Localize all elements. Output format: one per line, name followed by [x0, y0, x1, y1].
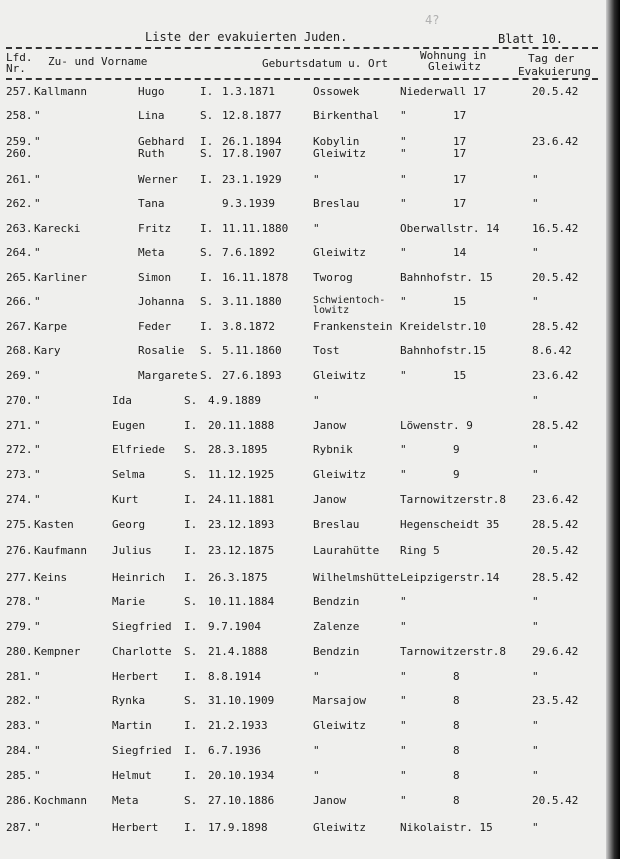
- evacuation-date: 28.5.42: [532, 518, 579, 531]
- row-number: 277.: [6, 571, 33, 584]
- birth-date: 23.12.1893: [208, 518, 275, 531]
- birth-date: 21.4.1888: [208, 645, 268, 658]
- header-residence-1: Wohnung in: [420, 49, 487, 62]
- header-name: Zu- und Vorname: [48, 55, 148, 68]
- table-row: [0, 86, 620, 110]
- row-number: 281.: [6, 670, 33, 683]
- table-row: [0, 469, 620, 493]
- row-number: 269.: [6, 369, 33, 382]
- evacuation-date: 23.6.42: [532, 369, 579, 382]
- surname: ": [34, 694, 41, 707]
- row-number: 276.: [6, 544, 33, 557]
- surname: Karpe: [34, 320, 68, 333]
- birth-place: Bendzin: [313, 645, 360, 658]
- birth-date: 9.3.1939: [222, 197, 275, 210]
- birth-place: Janow: [313, 419, 347, 432]
- table-row: [0, 148, 620, 172]
- surname: Kaufmann: [34, 544, 87, 557]
- birth-date: 17.8.1907: [222, 147, 282, 160]
- residence: " 17: [400, 109, 467, 122]
- given-name: Ruth: [138, 147, 165, 160]
- table-row: [0, 494, 620, 518]
- birth-date: 7.6.1892: [222, 246, 275, 259]
- birth-date: 28.3.1895: [208, 443, 268, 456]
- surname: Karliner: [34, 271, 87, 284]
- header-residence-2: Gleiwitz: [428, 60, 481, 73]
- surname: ": [34, 109, 41, 122]
- birth-place: Tost: [313, 344, 340, 357]
- evacuation-date: 28.5.42: [532, 419, 579, 432]
- residence: Oberwallstr. 14: [400, 222, 500, 235]
- birth-date: 24.11.1881: [208, 493, 275, 506]
- table-row: [0, 345, 620, 369]
- row-number: 265.: [6, 271, 33, 284]
- row-number: 258.: [6, 109, 33, 122]
- row-number: 266.: [6, 295, 33, 308]
- given-name: Heinrich: [112, 571, 165, 584]
- row-number: 280.: [6, 645, 33, 658]
- evacuation-date: ": [532, 443, 539, 456]
- evacuation-date: ": [532, 595, 539, 608]
- gender-mark: I.: [184, 620, 198, 633]
- birth-place: Kobylin: [313, 135, 360, 148]
- residence: " 8: [400, 769, 460, 782]
- gender-mark: S.: [200, 369, 214, 382]
- evacuation-date: ": [532, 769, 539, 782]
- table-row: [0, 795, 620, 819]
- gender-mark: S.: [184, 443, 198, 456]
- given-name: Lina: [138, 109, 165, 122]
- gender-mark: S.: [184, 794, 198, 807]
- gender-mark: I.: [184, 670, 198, 683]
- residence: Nikolaistr. 15: [400, 821, 493, 834]
- evacuation-date: ": [532, 719, 539, 732]
- birth-place: ": [313, 769, 320, 782]
- given-name: Herbert: [112, 821, 159, 834]
- residence: Tarnowitzerstr.8: [400, 493, 506, 506]
- gender-mark: S.: [184, 468, 198, 481]
- table-row: [0, 621, 620, 645]
- table-row: [0, 695, 620, 719]
- gender-mark: S.: [184, 394, 198, 407]
- birth-date: 8.8.1914: [208, 670, 261, 683]
- header-birth: Geburtsdatum u. Ort: [262, 57, 388, 70]
- birth-place: Gleiwitz: [313, 468, 366, 481]
- birth-date: 16.11.1878: [222, 271, 289, 284]
- gender-mark: I.: [200, 271, 214, 284]
- row-number: 267.: [6, 320, 33, 333]
- birth-place: ": [313, 173, 320, 186]
- surname: ": [34, 443, 41, 456]
- residence: Bahnhofstr. 15: [400, 271, 493, 284]
- birth-place: Bendzin: [313, 595, 360, 608]
- evacuation-date: 8.6.42: [532, 344, 572, 357]
- birth-place: Gleiwitz: [313, 369, 366, 382]
- surname: ": [34, 369, 41, 382]
- surname: ": [34, 620, 41, 633]
- gender-mark: I.: [200, 85, 214, 98]
- gender-mark: S.: [200, 295, 214, 308]
- residence: Hegenscheidt 35: [400, 518, 500, 531]
- gender-mark: S.: [184, 694, 198, 707]
- row-number: 259.: [6, 135, 33, 148]
- table-row: [0, 720, 620, 744]
- table-row: [0, 444, 620, 468]
- gender-mark: I.: [184, 419, 198, 432]
- gender-mark: I.: [200, 320, 214, 333]
- surname: ": [34, 493, 41, 506]
- row-number: 268.: [6, 344, 33, 357]
- given-name: Julius: [112, 544, 152, 557]
- birth-date: 4.9.1889: [208, 394, 261, 407]
- given-name: Werner: [138, 173, 178, 186]
- header-date-1: Tag der: [528, 52, 575, 65]
- birth-place: Breslau: [313, 197, 360, 210]
- residence: Bahnhofstr.15: [400, 344, 487, 357]
- list-title: Liste der evakuierten Juden.: [145, 30, 348, 44]
- evacuation-date: ": [532, 173, 539, 186]
- surname: ": [34, 173, 41, 186]
- birth-place: Ossowek: [313, 85, 360, 98]
- birth-date: 27.6.1893: [222, 369, 282, 382]
- evacuation-date: ": [532, 620, 539, 633]
- row-number: 272.: [6, 443, 33, 456]
- given-name: Siegfried: [112, 744, 172, 757]
- gender-mark: I.: [184, 493, 198, 506]
- birth-place: Gleiwitz: [313, 821, 366, 834]
- surname: ": [34, 719, 41, 732]
- table-row: [0, 420, 620, 444]
- evacuation-date: ": [532, 246, 539, 259]
- residence: " 15: [400, 369, 467, 382]
- birth-date: 1.3.1871: [222, 85, 275, 98]
- residence: " 8: [400, 744, 460, 757]
- table-row: [0, 395, 620, 419]
- evacuation-date: ": [532, 821, 539, 834]
- birth-date: 11.12.1925: [208, 468, 275, 481]
- evacuation-date: 23.6.42: [532, 493, 579, 506]
- birth-place: Birkenthal: [313, 109, 380, 122]
- row-number: 257.: [6, 85, 33, 98]
- table-row: [0, 296, 620, 320]
- evacuation-date: 29.6.42: [532, 645, 579, 658]
- surname: ": [34, 135, 41, 148]
- table-row: [0, 321, 620, 345]
- birth-place: Laurahütte: [313, 544, 380, 557]
- given-name: Georg: [112, 518, 146, 531]
- gender-mark: S.: [184, 595, 198, 608]
- surname: Kary: [34, 344, 61, 357]
- evacuation-date: ": [532, 394, 539, 407]
- birth-place: ": [313, 744, 320, 757]
- given-name: Charlotte: [112, 645, 172, 658]
- birth-date: 3.11.1880: [222, 295, 282, 308]
- gender-mark: S.: [184, 645, 198, 658]
- surname: Kasten: [34, 518, 74, 531]
- birth-place: Frankenstein: [313, 320, 393, 333]
- gender-mark: S.: [200, 246, 214, 259]
- table-row: [0, 646, 620, 670]
- given-name: Rynka: [112, 694, 146, 707]
- surname: ": [34, 419, 41, 432]
- evacuation-date: ": [532, 468, 539, 481]
- surname: ": [34, 295, 41, 308]
- row-number: 282.: [6, 694, 33, 707]
- row-number: 261.: [6, 173, 33, 186]
- table-row: [0, 545, 620, 569]
- row-number: 262.: [6, 197, 33, 210]
- table-row: [0, 671, 620, 695]
- surname: ": [34, 197, 41, 210]
- evacuation-date: ": [532, 197, 539, 210]
- gender-mark: S.: [200, 344, 214, 357]
- given-name: Feder: [138, 320, 172, 333]
- birth-place: Schwientoch-lowitz: [313, 295, 386, 316]
- residence: Löwenstr. 9: [400, 419, 473, 432]
- residence: " 17: [400, 147, 467, 160]
- birth-date: 3.8.1872: [222, 320, 275, 333]
- surname: Karecki: [34, 222, 81, 235]
- table-row: [0, 519, 620, 543]
- surname: Keins: [34, 571, 68, 584]
- evacuation-date: 28.5.42: [532, 320, 579, 333]
- row-number: 279.: [6, 620, 33, 633]
- table-row: [0, 770, 620, 794]
- birth-place: Janow: [313, 493, 347, 506]
- given-name: Meta: [138, 246, 165, 259]
- table-row: [0, 223, 620, 247]
- surname: ": [34, 595, 41, 608]
- birth-place: Rybnik: [313, 443, 353, 456]
- table-row: [0, 110, 620, 134]
- evacuation-date: 23.6.42: [532, 135, 579, 148]
- evacuation-date: ": [532, 744, 539, 757]
- evacuation-date: 20.5.42: [532, 544, 579, 557]
- given-name: Gebhard: [138, 135, 185, 148]
- birth-date: 23.12.1875: [208, 544, 275, 557]
- header-nr: Nr.: [6, 62, 26, 75]
- residence: " 8: [400, 719, 460, 732]
- birth-place: Tworog: [313, 271, 353, 284]
- given-name: Hugo: [138, 85, 165, 98]
- birth-date: 10.11.1884: [208, 595, 275, 608]
- given-name: Fritz: [138, 222, 172, 235]
- table-row: [0, 822, 620, 846]
- evacuation-date: 20.5.42: [532, 85, 579, 98]
- surname: ": [34, 821, 41, 834]
- gender-mark: I.: [200, 222, 214, 235]
- surname: ": [34, 744, 41, 757]
- residence: " 9: [400, 468, 460, 481]
- gender-mark: S.: [200, 147, 214, 160]
- residence: ": [400, 620, 407, 633]
- residence: Tarnowitzerstr.8: [400, 645, 506, 658]
- given-name: Helmut: [112, 769, 152, 782]
- surname: Kochmann: [34, 794, 87, 807]
- table-row: [0, 174, 620, 198]
- birth-date: 12.8.1877: [222, 109, 282, 122]
- birth-date: 26.1.1894: [222, 135, 282, 148]
- gender-mark: I.: [184, 769, 198, 782]
- birth-place: ": [313, 394, 320, 407]
- given-name: Marie: [112, 595, 146, 608]
- residence: Kreidelstr.10: [400, 320, 487, 333]
- residence: " 17: [400, 135, 467, 148]
- birth-place: Breslau: [313, 518, 360, 531]
- given-name: Tana: [138, 197, 165, 210]
- residence: Ring 5: [400, 544, 440, 557]
- row-number: 285.: [6, 769, 33, 782]
- given-name: Rosalie: [138, 344, 185, 357]
- given-name: Siegfried: [112, 620, 172, 633]
- residence: " 15: [400, 295, 467, 308]
- residence: ": [400, 595, 407, 608]
- row-number: 273.: [6, 468, 33, 481]
- gender-mark: S.: [200, 109, 214, 122]
- residence: " 8: [400, 694, 460, 707]
- surname: ": [34, 468, 41, 481]
- table-row: [0, 247, 620, 271]
- given-name: Selma: [112, 468, 146, 481]
- birth-place: ": [313, 670, 320, 683]
- pencil-page-mark: 4?: [425, 13, 440, 27]
- row-number: 263.: [6, 222, 33, 235]
- table-row: [0, 272, 620, 296]
- row-number: 264.: [6, 246, 33, 259]
- row-number: 283.: [6, 719, 33, 732]
- gender-mark: I.: [200, 173, 214, 186]
- given-name: Herbert: [112, 670, 159, 683]
- row-number: 287.: [6, 821, 33, 834]
- evacuation-date: 16.5.42: [532, 222, 579, 235]
- birth-date: 26.3.1875: [208, 571, 268, 584]
- residence: " 8: [400, 670, 460, 683]
- table-row: [0, 596, 620, 620]
- given-name: Elfriede: [112, 443, 165, 456]
- birth-date: 5.11.1860: [222, 344, 282, 357]
- gender-mark: I.: [184, 518, 198, 531]
- row-number: 274.: [6, 493, 33, 506]
- birth-date: 20.11.1888: [208, 419, 275, 432]
- birth-place: Zalenze: [313, 620, 360, 633]
- birth-place: Gleiwitz: [313, 719, 366, 732]
- given-name: Kurt: [112, 493, 139, 506]
- gender-mark: I.: [184, 821, 198, 834]
- given-name: Martin: [112, 719, 152, 732]
- row-number: 270.: [6, 394, 33, 407]
- evacuation-date: 20.5.42: [532, 794, 579, 807]
- birth-date: 21.2.1933: [208, 719, 268, 732]
- surname: ": [34, 769, 41, 782]
- birth-place: Marsajow: [313, 694, 366, 707]
- evacuation-date: ": [532, 670, 539, 683]
- birth-date: 9.7.1904: [208, 620, 261, 633]
- given-name: Margarete: [138, 369, 198, 382]
- birth-date: 31.10.1909: [208, 694, 275, 707]
- residence: " 9: [400, 443, 460, 456]
- header-lfd: Lfd.: [6, 51, 33, 64]
- sheet-number: Blatt 10.: [498, 32, 564, 46]
- residence: " 17: [400, 173, 467, 186]
- birth-place: Gleiwitz: [313, 246, 366, 259]
- birth-place: ": [313, 222, 320, 235]
- row-number: 260.: [6, 147, 33, 160]
- birth-place: Janow: [313, 794, 347, 807]
- gender-mark: I.: [200, 135, 214, 148]
- gender-mark: I.: [184, 719, 198, 732]
- surname: Kallmann: [34, 85, 87, 98]
- evacuation-date: 28.5.42: [532, 571, 579, 584]
- residence: Niederwall 17: [400, 85, 487, 98]
- given-name: Ida: [112, 394, 132, 407]
- birth-date: 23.1.1929: [222, 173, 282, 186]
- row-number: 271.: [6, 419, 33, 432]
- gender-mark: I.: [184, 744, 198, 757]
- surname: ": [34, 394, 41, 407]
- birth-date: 11.11.1880: [222, 222, 289, 235]
- evacuation-date: ": [532, 295, 539, 308]
- birth-date: 27.10.1886: [208, 794, 275, 807]
- row-number: 278.: [6, 595, 33, 608]
- row-number: 284.: [6, 744, 33, 757]
- table-row: [0, 745, 620, 769]
- birth-date: 20.10.1934: [208, 769, 275, 782]
- table-row: [0, 370, 620, 394]
- birth-date: 6.7.1936: [208, 744, 261, 757]
- birth-date: 17.9.1898: [208, 821, 268, 834]
- row-number: 286.: [6, 794, 33, 807]
- residence: " 8: [400, 794, 460, 807]
- surname: ": [34, 670, 41, 683]
- given-name: Meta: [112, 794, 139, 807]
- given-name: Johanna: [138, 295, 185, 308]
- birth-place: Wilhelmshütte: [313, 571, 400, 584]
- table-row: [0, 572, 620, 596]
- surname: ": [34, 246, 41, 259]
- row-number: 275.: [6, 518, 33, 531]
- residence: Leipzigerstr.14: [400, 571, 500, 584]
- evacuation-date: 23.5.42: [532, 694, 579, 707]
- given-name: Eugen: [112, 419, 146, 432]
- birth-place: Gleiwitz: [313, 147, 366, 160]
- surname: Kempner: [34, 645, 81, 658]
- gender-mark: I.: [184, 571, 198, 584]
- table-row: [0, 198, 620, 222]
- residence: " 17: [400, 197, 467, 210]
- scan-edge-shadow: [606, 0, 620, 859]
- given-name: Simon: [138, 271, 172, 284]
- evacuation-date: 20.5.42: [532, 271, 579, 284]
- residence: " 14: [400, 246, 467, 259]
- gender-mark: I.: [184, 544, 198, 557]
- header-date-2: Evakuierung: [518, 65, 591, 78]
